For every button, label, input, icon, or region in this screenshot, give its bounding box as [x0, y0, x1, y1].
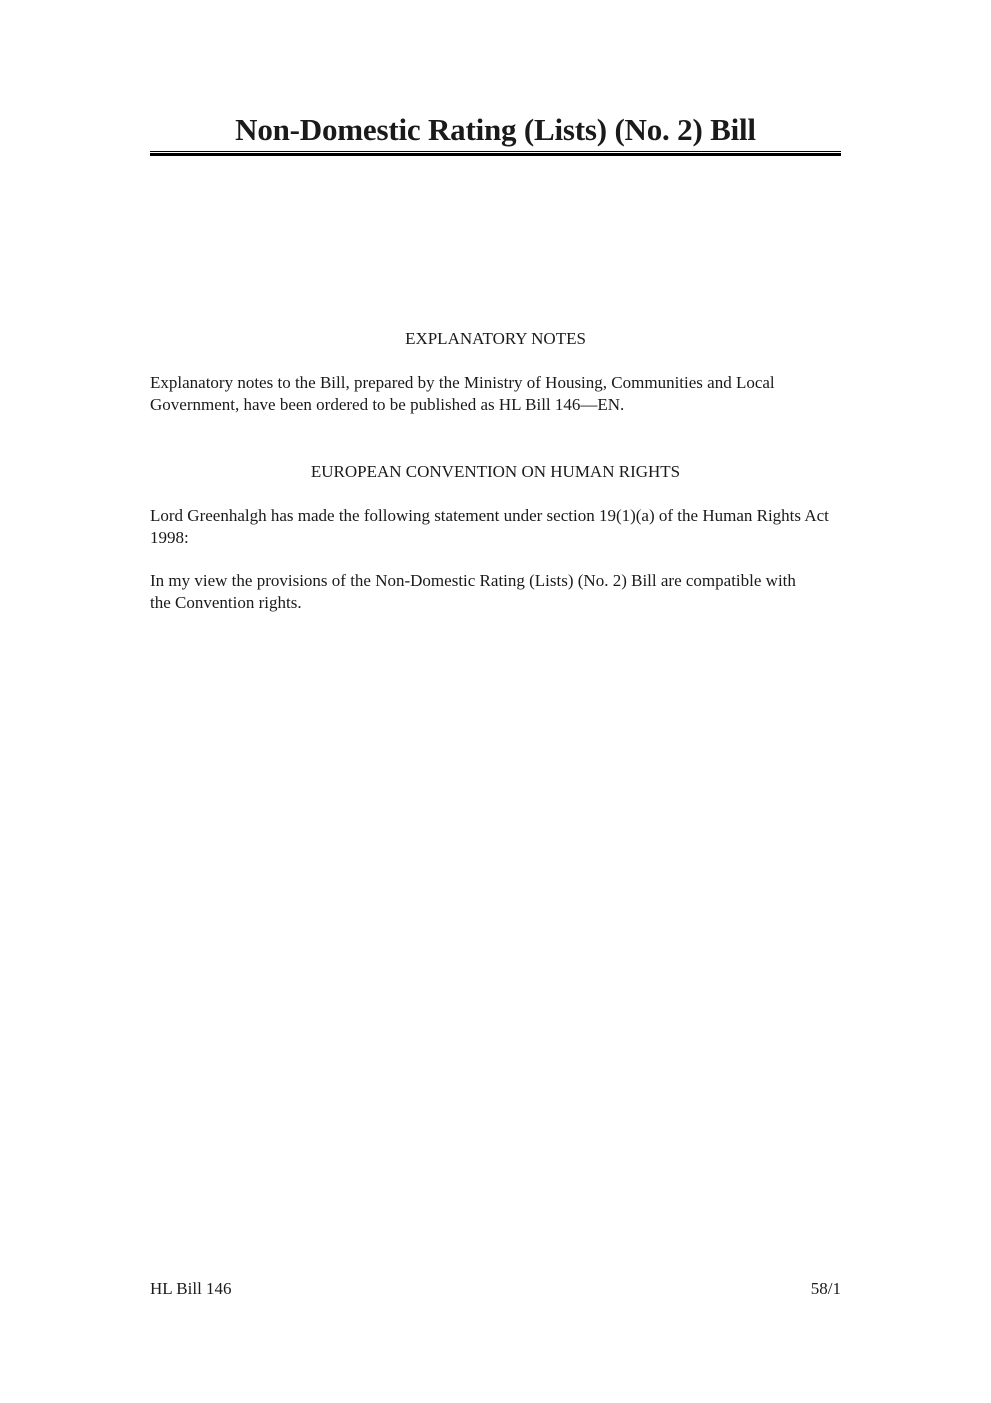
explanatory-notes-paragraph: Explanatory notes to the Bill, prepared by the Ministry of Housing, Communities and Local Government, have been ordered to be published as HL Bill 146—EN. [150, 373, 775, 414]
echr-statement-intro: Lord Greenhalgh has made the following statement under section 19(1)(a) of the Human Rights Act 1998: [150, 506, 829, 547]
footer-bill-ref: HL Bill 146 [150, 1279, 232, 1298]
document-title: Non-Domestic Rating (Lists) (No. 2) Bill [235, 112, 756, 147]
section-heading-echr: EUROPEAN CONVENTION ON HUMAN RIGHTS [310, 462, 681, 481]
footer-page-ref: 58/1 [810, 1279, 841, 1298]
echr-statement: In my view the provisions of the Non-Domestic Rating (Lists) (No. 2) Bill are compatible with the Convention rights. [150, 571, 796, 612]
title-rule-thin [150, 151, 841, 152]
title-rule-thick [150, 153, 841, 156]
section-heading-explanatory-notes: EXPLANATORY NOTES [405, 329, 586, 348]
